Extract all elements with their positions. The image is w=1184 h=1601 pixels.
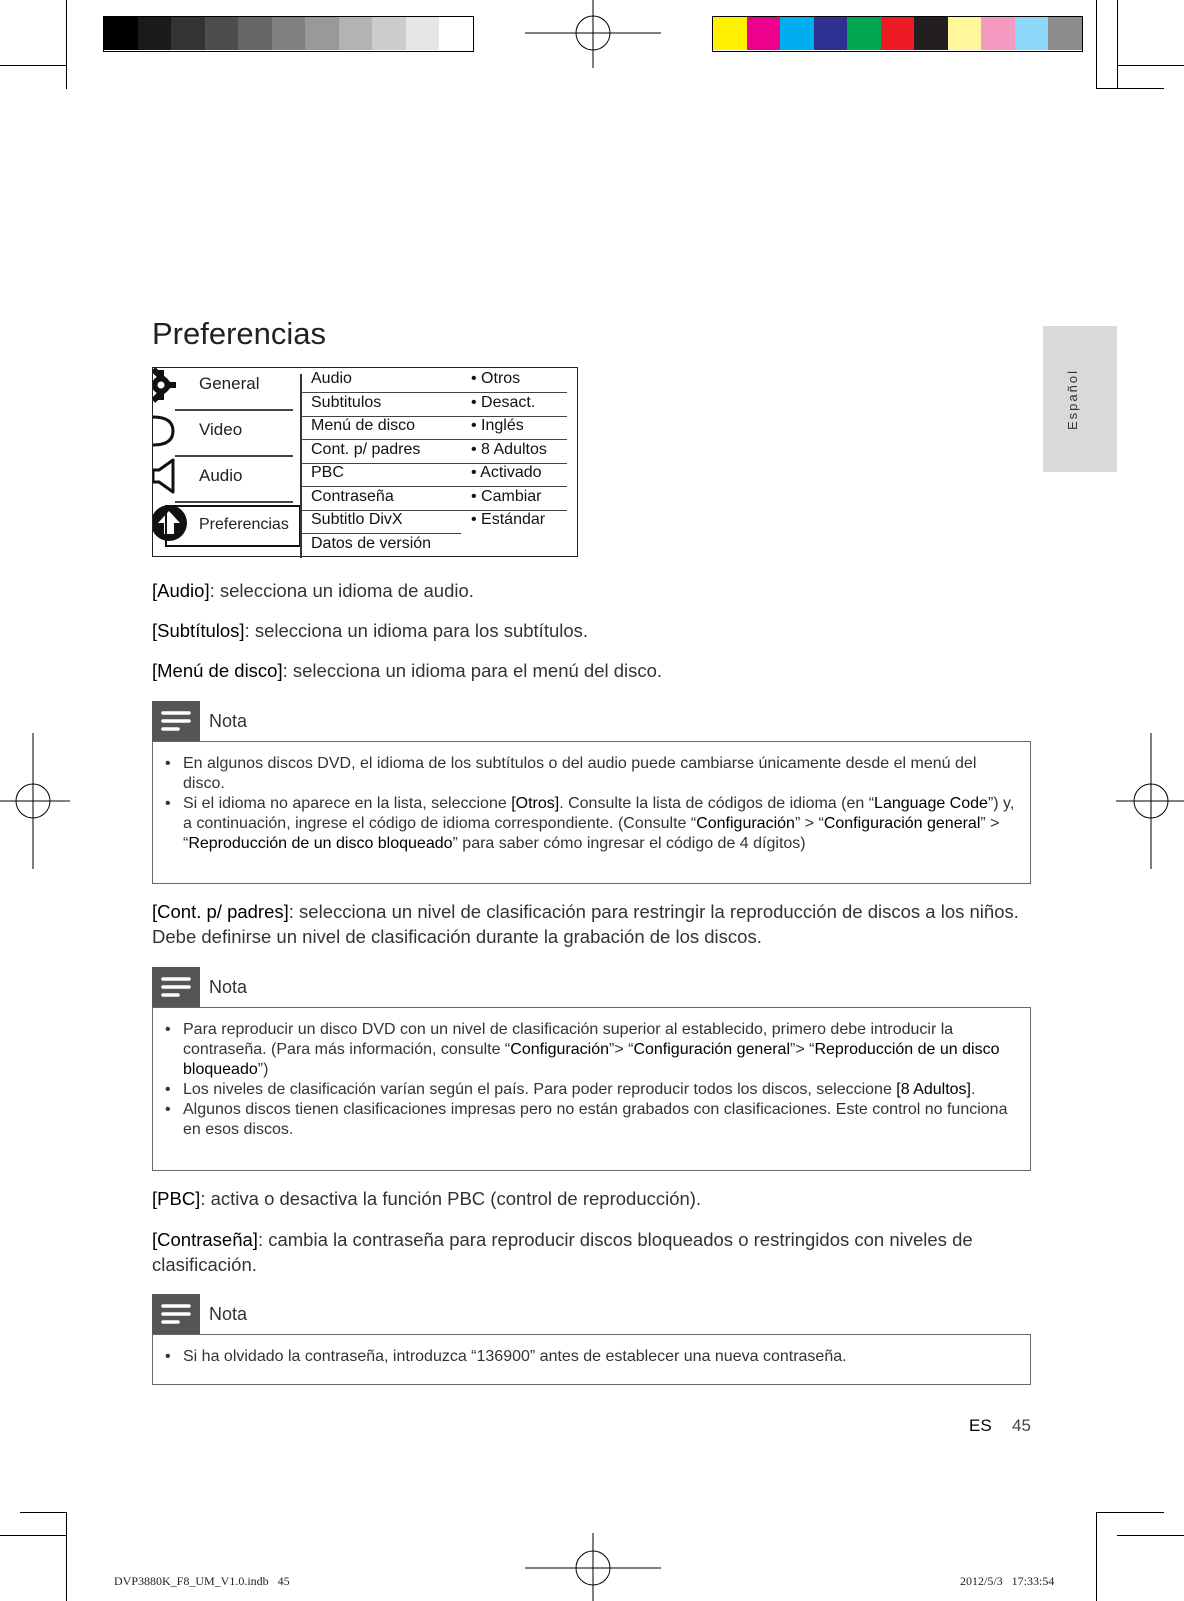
note-item xyxy=(183,1100,1020,1140)
note-title: Nota xyxy=(209,1304,248,1324)
note-text: . Consulte la lista de códigos de idioma (en “ xyxy=(559,795,875,812)
paragraph-cont-padres xyxy=(152,899,1032,949)
option-value: • Desact. xyxy=(471,393,536,411)
note-term: Configuración xyxy=(696,815,795,832)
paragraph-subtitulos xyxy=(152,618,1032,643)
paragraph-pbc xyxy=(152,1186,1032,1211)
tab-divider xyxy=(175,501,293,503)
note-text: ”) y, a continuación, ingrese el código de idioma correspondiente. (Consulte “ xyxy=(183,795,1015,832)
desc-audio: : selecciona un idioma de audio. xyxy=(209,580,474,601)
note-text: Para reproducir un disco DVD con un nivel de clasificación superior al establecido, primero debe introducir la contraseña. (Para más información, consulte “ xyxy=(183,1021,954,1058)
note-item xyxy=(183,754,1020,794)
paragraph-contrasena xyxy=(152,1227,1032,1277)
note-text: ”> “ xyxy=(609,1041,634,1058)
note-text: ” > “ xyxy=(183,815,1000,852)
desc-menu-disco: : selecciona un idioma para el menú del disco. xyxy=(282,660,663,681)
note-item xyxy=(183,1080,1020,1100)
note-text: ”) xyxy=(257,1061,269,1078)
note-term: Configuración xyxy=(510,1041,609,1058)
desc-contrasena: : cambia la contraseña para reproducir discos bloqueados o restringidos con niveles de clasificación. xyxy=(152,1229,973,1275)
note-term: Reproducción de un disco bloqueado xyxy=(183,1041,1000,1078)
desc-subtitulos: : selecciona un idioma para los subtítulos. xyxy=(244,620,589,641)
gray-bar-border xyxy=(103,16,474,52)
term-audio: [Audio] xyxy=(152,580,210,601)
note-text: Algunos discos tienen clasificaciones impresas pero no están grabados con clasificaciones. Este control no funciona en esos discos. xyxy=(183,1101,1008,1138)
note-text: Los niveles de clasificación varían según el país. Para poder reproducir todos los discos, seleccione xyxy=(183,1081,897,1098)
registration-mark-right-icon xyxy=(1116,733,1184,869)
note-title: Nota xyxy=(209,711,248,731)
note-item xyxy=(183,1347,1020,1367)
option-label[interactable]: Datos de versión xyxy=(311,534,432,552)
speaker-icon xyxy=(153,456,179,496)
menu-column-divider xyxy=(300,374,302,558)
page-number: 45 xyxy=(1012,1416,1031,1435)
registration-mark-bottom-icon xyxy=(525,1533,661,1601)
tab-preferencias-label: Preferencias xyxy=(199,516,289,533)
tab-general[interactable]: General xyxy=(199,374,260,393)
paragraph-menu-disco xyxy=(152,658,1032,683)
option-label[interactable]: Cont. p/ padres xyxy=(311,440,421,458)
note-text: ” para saber cómo ingresar el código de 4 dígitos) xyxy=(452,835,806,852)
note-text: . xyxy=(971,1081,976,1098)
tab-audio[interactable]: Audio xyxy=(199,466,243,485)
term-menu-disco: [Menú de disco] xyxy=(152,660,283,681)
preferences-menu-figure xyxy=(152,367,578,557)
tab-video[interactable]: Video xyxy=(199,420,243,439)
tab-preferencias-selected[interactable] xyxy=(165,505,301,547)
note-term: Configuración general xyxy=(823,815,981,832)
note-title: Nota xyxy=(209,977,248,997)
page-title: Preferencias xyxy=(152,316,327,351)
tv-icon xyxy=(153,414,179,448)
note-term: [Otros] xyxy=(511,795,560,812)
option-value: • Activado xyxy=(471,464,542,481)
note-term: Language Code xyxy=(874,795,988,812)
note-header-icon xyxy=(152,701,200,741)
note-term: Configuración general xyxy=(633,1041,790,1058)
option-value: • Inglés xyxy=(471,417,524,434)
tab-divider xyxy=(175,455,293,457)
option-label[interactable]: Contraseña xyxy=(311,487,394,505)
registration-mark-top-icon xyxy=(525,0,661,68)
desc-cont-padres: : selecciona un nivel de clasificación para restringir la reproducción de discos a los niños. Debe definirse un nivel de clasificación durante la grabación de los discos. xyxy=(152,901,1019,947)
option-value: • Estándar xyxy=(471,511,546,528)
term-contrasena: [Contraseña] xyxy=(152,1229,258,1250)
desc-pbc: : activa o desactiva la función PBC (control de reproducción). xyxy=(200,1188,702,1209)
note-header-icon xyxy=(152,1294,200,1334)
note-box-2 xyxy=(152,1007,1031,1171)
paragraph-audio xyxy=(152,578,1032,603)
note-text: ” > “ xyxy=(794,815,824,832)
color-bar-border xyxy=(712,16,1083,52)
option-label[interactable]: Audio xyxy=(311,370,352,387)
slug-file-info: DVP3880K_F8_UM_V1.0.indb 45 xyxy=(114,1574,290,1588)
option-label[interactable]: Subtitlo DivX xyxy=(311,511,403,528)
option-label[interactable]: Menú de disco xyxy=(311,417,416,434)
option-label[interactable]: Subtitulos xyxy=(311,393,382,411)
note-text: Si el idioma no aparece en la lista, seleccione xyxy=(183,795,512,812)
term-subtitulos: [Subtítulos] xyxy=(152,620,245,641)
note-term: Reproducción de un disco bloqueado xyxy=(188,835,453,852)
note-term: [8 Adultos] xyxy=(896,1081,971,1098)
slug-datetime: 2012/5/3 17:33:54 xyxy=(960,1574,1055,1588)
note-item xyxy=(183,794,1020,854)
option-value: • 8 Adultos xyxy=(471,440,547,458)
note-item xyxy=(183,1020,1020,1080)
note-text: En algunos discos DVD, el idioma de los subtítulos o del audio puede cambiarse únicamente desde el menú del disco. xyxy=(183,755,977,792)
option-value: • Cambiar xyxy=(471,487,542,505)
option-label[interactable]: PBC xyxy=(311,464,344,481)
side-tab-label: Español xyxy=(1065,369,1080,430)
registration-mark-left-icon xyxy=(0,733,70,869)
tab-divider xyxy=(175,409,293,411)
note-header-icon xyxy=(152,967,200,1007)
term-pbc: [PBC] xyxy=(152,1188,201,1209)
side-language-tab xyxy=(1043,326,1117,472)
note-box-3 xyxy=(152,1334,1031,1385)
gear-icon xyxy=(153,366,183,404)
note-box-1 xyxy=(152,741,1031,884)
note-text: ”> “ xyxy=(790,1041,815,1058)
option-value: • Otros xyxy=(471,370,521,387)
term-cont-padres: [Cont. p/ padres] xyxy=(152,901,289,922)
footer-language-code: ES xyxy=(969,1416,992,1435)
note-text: Si ha olvidado la contraseña, introduzca “136900” antes de establecer una nueva contraseña. xyxy=(183,1348,847,1365)
